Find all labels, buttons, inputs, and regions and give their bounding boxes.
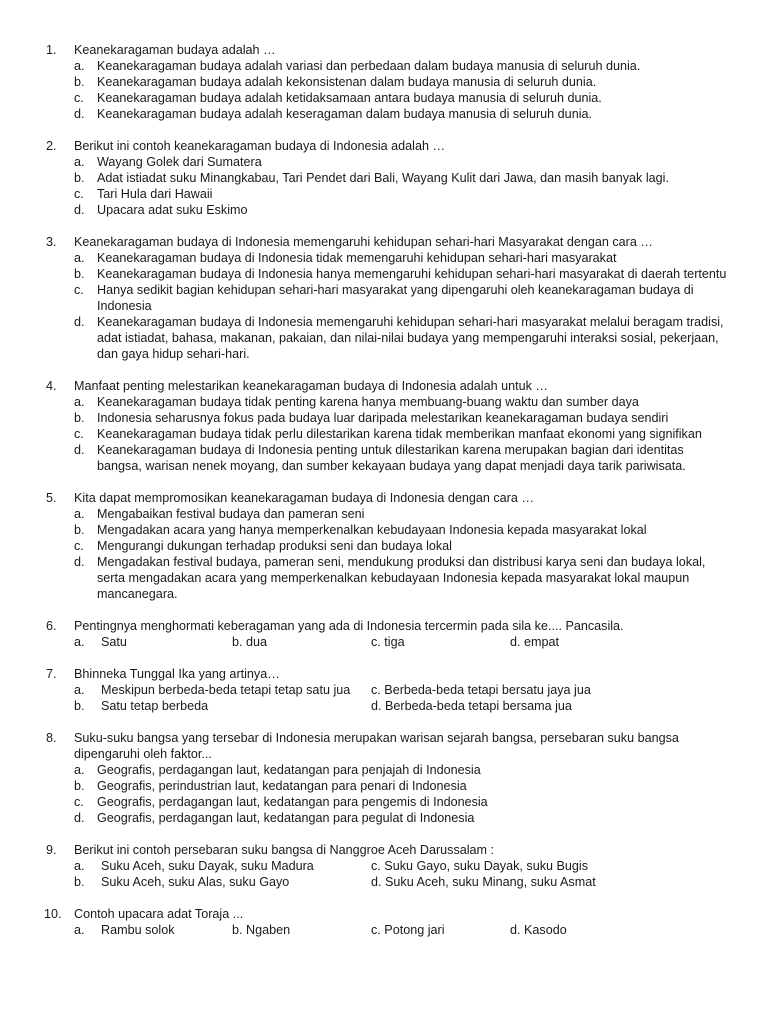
option-letter: b. (74, 411, 85, 425)
question-number: 8. (46, 731, 57, 745)
option-letter: a. (74, 59, 85, 73)
option-letter: a. (74, 395, 85, 409)
option-letter: a. (74, 923, 85, 937)
question-6 (0, 618, 768, 650)
question-number: 4. (46, 379, 57, 393)
option-text: Indonesia seharusnya fokus pada budaya luar daripada melestarikan keanekaragaman budaya sendiri (97, 411, 669, 425)
option-a (0, 506, 768, 522)
option-text: Keanekaragaman budaya di Indonesia penting untuk dilestarikan karena merupakan bagian dari identitas bangsa, warisan nenek moyang, dan sumber kekayaan budaya yang dapat menjadi daya tarik pariwisata. (97, 443, 686, 473)
option-a (74, 858, 314, 874)
option-letter: b. (74, 779, 85, 793)
option-b (0, 170, 768, 186)
option-text: Geografis, perdagangan laut, kedatangan para penjajah di Indonesia (97, 763, 481, 777)
option-text: Geografis, perindustrian laut, kedatangan para penari di Indonesia (97, 779, 467, 793)
option-b: b. dua (232, 635, 268, 649)
option-a (0, 250, 768, 266)
option-d: d. empat (510, 635, 560, 649)
option-letter: b. (74, 699, 85, 713)
option-grid (0, 922, 768, 938)
option-letter: b. (74, 171, 85, 185)
option-text: Hanya sedikit bagian kehidupan sehari-hari masyarakat yang dipengaruhi oleh keanekaragaman budaya di Indonesia (97, 283, 694, 313)
option-c (0, 538, 768, 554)
option-text: Mengabaikan festival budaya dan pameran seni (97, 507, 365, 521)
question-number: 2. (46, 139, 57, 153)
option-b (74, 698, 208, 714)
option-letter: c. (74, 91, 84, 105)
option-b (0, 266, 768, 282)
option-letter: a. (74, 251, 85, 265)
question-2 (0, 138, 768, 218)
option-c (0, 794, 768, 810)
question-1 (0, 42, 768, 122)
question-number: 10. (44, 907, 62, 921)
question-text: Bhinneka Tunggal Ika yang artinya… (74, 667, 280, 681)
question-3 (0, 234, 768, 362)
option-letter: c. (74, 539, 84, 553)
option-c: c. tiga (371, 635, 405, 649)
option-a (74, 634, 127, 650)
option-letter: a. (74, 155, 85, 169)
option-d: d. Kasodo (510, 923, 567, 937)
option-letter: b. (74, 267, 85, 281)
option-letter: d. (74, 107, 85, 121)
question-4 (0, 378, 768, 474)
option-text: Wayang Golek dari Sumatera (97, 155, 262, 169)
option-a (74, 922, 175, 938)
option-text: Keanekaragaman budaya tidak perlu dilestarikan karena tidak memberikan manfaat ekonomi yang signifikan (97, 427, 702, 441)
option-letter: d. (74, 443, 85, 457)
option-grid (0, 682, 768, 714)
option-text: Keanekaragaman budaya adalah variasi dan perbedaan dalam budaya manusia di seluruh dunia. (97, 59, 641, 73)
question-text: Berikut ini contoh keanekaragaman budaya di Indonesia adalah … (74, 139, 446, 153)
option-d (0, 810, 768, 826)
option-text: Geografis, perdagangan laut, kedatangan para pegulat di Indonesia (97, 811, 475, 825)
option-d (0, 202, 768, 218)
option-d (0, 554, 768, 602)
option-c: c. Potong jari (371, 923, 445, 937)
question-number: 1. (46, 43, 57, 57)
option-text: Keanekaragaman budaya tidak penting karena hanya membuang-buang waktu dan sumber daya (97, 395, 639, 409)
question-9 (0, 842, 768, 890)
option-letter: a. (74, 859, 85, 873)
option-letter: c. (74, 283, 84, 297)
option-c: c. Suku Gayo, suku Dayak, suku Bugis (371, 859, 588, 873)
option-d (0, 442, 768, 474)
question-text: Pentingnya menghormati keberagaman yang ada di Indonesia tercermin pada sila ke.... Pancasila. (74, 619, 624, 633)
option-d (0, 314, 768, 362)
option-text: Keanekaragaman budaya di Indonesia memengaruhi kehidupan sehari-hari masyarakat melalui beragam tradisi, adat istiadat, bahasa, makanan, pakaian, dan nilai-nilai budaya yang mempengaruhi interaksi sosial, pekerjaan, dan gaya hidup sehari-hari. (97, 315, 724, 361)
option-a (0, 154, 768, 170)
option-letter: b. (74, 875, 85, 889)
question-8 (0, 730, 768, 826)
question-number: 5. (46, 491, 57, 505)
question-5 (0, 490, 768, 602)
option-text: Satu (101, 635, 127, 649)
question-text: Contoh upacara adat Toraja ... (74, 907, 244, 921)
question-text: Keanekaragaman budaya di Indonesia memengaruhi kehidupan sehari-hari Masyarakat dengan cara … (74, 235, 653, 249)
option-text: Satu tetap berbeda (101, 699, 209, 713)
option-grid (0, 634, 768, 650)
option-text: Mengadakan festival budaya, pameran seni, mendukung produksi dan distribusi karya seni dan budaya lokal, serta mengadakan acara yang memperkenalkan kebudayaan Indonesia kepada masyarakat lokal maupun mancanegara. (97, 555, 706, 601)
option-c: c. Berbeda-beda tetapi bersatu jaya jua (371, 683, 591, 697)
question-10 (0, 906, 768, 938)
option-letter: a. (74, 507, 85, 521)
option-text: Keanekaragaman budaya adalah keseragaman dalam budaya manusia di seluruh dunia. (97, 107, 592, 121)
option-text: Upacara adat suku Eskimo (97, 203, 248, 217)
option-b (0, 74, 768, 90)
option-d (0, 106, 768, 122)
option-text: Suku Aceh, suku Alas, suku Gayo (101, 875, 290, 889)
option-text: Keanekaragaman budaya di Indonesia tidak memengaruhi kehidupan sehari-hari masyarakat (97, 251, 617, 265)
option-letter: a. (74, 683, 85, 697)
option-c (0, 426, 768, 442)
option-b (0, 410, 768, 426)
question-number: 7. (46, 667, 57, 681)
option-text: Mengadakan acara yang hanya memperkenalkan kebudayaan Indonesia kepada masyarakat lokal (97, 523, 647, 537)
question-number: 9. (46, 843, 57, 857)
question-text: Keanekaragaman budaya adalah … (74, 43, 276, 57)
option-d: d. Suku Aceh, suku Minang, suku Asmat (371, 875, 596, 889)
option-letter: c. (74, 795, 84, 809)
option-letter: d. (74, 555, 85, 569)
option-text: Tari Hula dari Hawaii (97, 187, 213, 201)
option-c (0, 282, 768, 314)
option-text: Keanekaragaman budaya adalah kekonsistenan dalam budaya manusia di seluruh dunia. (97, 75, 597, 89)
option-letter: c. (74, 427, 84, 441)
option-a (74, 682, 350, 698)
option-letter: d. (74, 315, 85, 329)
question-text: Berikut ini contoh persebaran suku bangsa di Nanggroe Aceh Darussalam : (74, 843, 495, 857)
option-c (0, 90, 768, 106)
option-b (0, 778, 768, 794)
option-a (0, 394, 768, 410)
option-text: Keanekaragaman budaya di Indonesia hanya memengaruhi kehidupan sehari-hari masyarakat di daerah tertentu (97, 267, 727, 281)
question-text: Suku-suku bangsa yang tersebar di Indonesia merupakan warisan sejarah bangsa, persebaran suku bangsa dipengaruhi oleh faktor... (74, 731, 679, 761)
option-a (0, 58, 768, 74)
option-letter: b. (74, 75, 85, 89)
option-b (74, 874, 289, 890)
question-7 (0, 666, 768, 714)
option-a (0, 762, 768, 778)
question-text: Kita dapat mempromosikan keanekaragaman budaya di Indonesia dengan cara … (74, 491, 534, 505)
option-letter: d. (74, 203, 85, 217)
option-grid (0, 858, 768, 890)
option-text: Suku Aceh, suku Dayak, suku Madura (101, 859, 314, 873)
option-letter: b. (74, 523, 85, 537)
option-text: Meskipun berbeda-beda tetapi tetap satu jua (101, 683, 351, 697)
option-b (0, 522, 768, 538)
option-b: b. Ngaben (232, 923, 291, 937)
option-text: Rambu solok (101, 923, 175, 937)
option-text: Keanekaragaman budaya adalah ketidaksamaan antara budaya manusia di seluruh dunia. (97, 91, 602, 105)
option-c (0, 186, 768, 202)
option-text: Mengurangi dukungan terhadap produksi seni dan budaya lokal (97, 539, 452, 553)
option-letter: a. (74, 635, 85, 649)
option-letter: d. (74, 811, 85, 825)
question-number: 6. (46, 619, 57, 633)
question-number: 3. (46, 235, 57, 249)
option-text: Adat istiadat suku Minangkabau, Tari Pendet dari Bali, Wayang Kulit dari Jawa, dan masih banyak lagi. (97, 171, 669, 185)
option-letter: c. (74, 187, 84, 201)
option-text: Geografis, perdagangan laut, kedatangan para pengemis di Indonesia (97, 795, 488, 809)
option-letter: a. (74, 763, 85, 777)
option-d: d. Berbeda-beda tetapi bersama jua (371, 699, 572, 713)
question-text: Manfaat penting melestarikan keanekaragaman budaya di Indonesia adalah untuk … (74, 379, 548, 393)
question-list (0, 42, 768, 954)
